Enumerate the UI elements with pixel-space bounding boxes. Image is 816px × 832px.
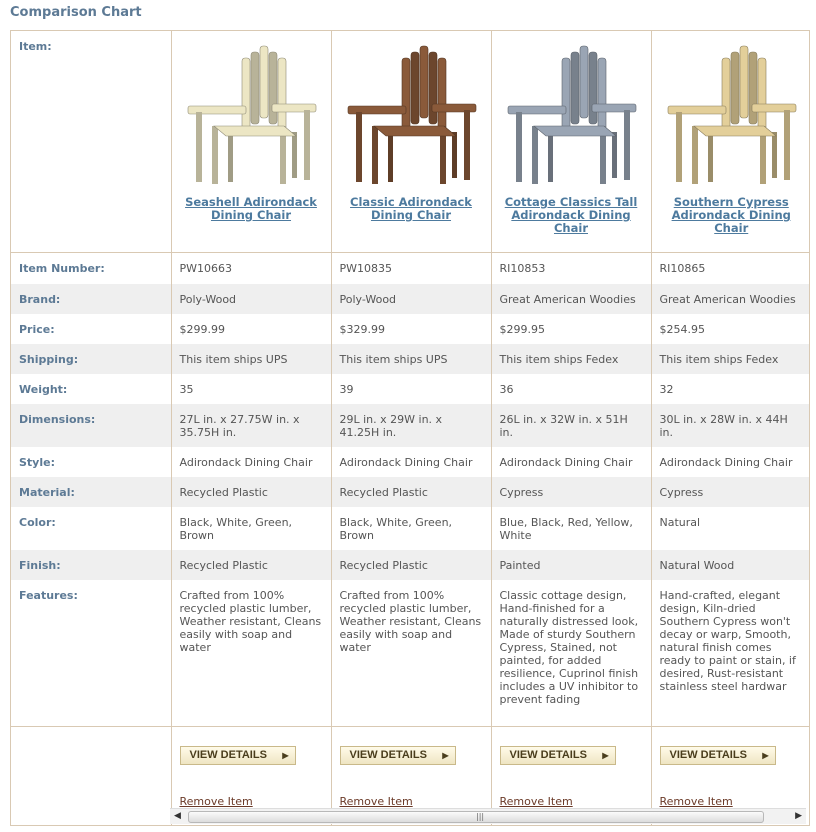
table-row-color [11, 507, 810, 550]
scrollbar-thumb[interactable] [188, 811, 764, 823]
product-name-link[interactable]: Southern Cypress Adirondack Dining Chair [671, 195, 791, 235]
cell-value: 32 [651, 374, 810, 404]
arrow-right-icon: ▶ [442, 751, 449, 760]
cell-value: 30L in. x 28W in. x 44H in. [651, 404, 810, 447]
cell-value: $254.95 [651, 314, 810, 344]
cell-value: Adirondack Dining Chair [331, 447, 491, 477]
cell-value: Cypress [651, 477, 810, 507]
remove-item-link[interactable]: Remove Item [339, 795, 413, 808]
empty-cell [11, 727, 171, 827]
cell-value: 36 [491, 374, 651, 404]
table-row-shipping [11, 344, 810, 374]
cell-value: Hand-crafted, elegant design, Kiln-dried Southern Cypress won't decay or warp, Smooth, natural finish comes ready to paint or stain, if desired, Rust-resistant stainless steel hardwar [651, 580, 810, 727]
cell-value: $329.99 [331, 314, 491, 344]
arrow-right-icon: ▶ [602, 751, 609, 760]
cell-value: Adirondack Dining Chair [491, 447, 651, 477]
row-label: Color: [19, 515, 56, 529]
row-label: Finish: [11, 550, 171, 580]
scroll-left-arrow-icon[interactable]: ◀ [174, 811, 181, 821]
view-details-button[interactable] [340, 746, 456, 765]
view-details-label: VIEW DETAILS [509, 749, 587, 761]
horizontal-scrollbar[interactable] [170, 808, 806, 824]
cell-value: This item ships UPS [171, 344, 331, 374]
cell-value: Blue, Black, Red, Yellow, White [491, 507, 651, 550]
remove-item-link[interactable]: Remove Item [179, 795, 253, 808]
cell-value: Recycled Plastic [331, 550, 491, 580]
page-title: Comparison Chart [10, 5, 142, 20]
product-cell [491, 31, 651, 253]
arrow-right-icon: ▶ [762, 751, 769, 760]
cell-value: This item ships Fedex [491, 344, 651, 374]
grip-icon: ||| [476, 812, 485, 821]
cell-value: 26L in. x 32W in. x 51H in. [491, 404, 651, 447]
cell-value: Black, White, Green, Brown [331, 507, 491, 550]
cell-value: Classic cottage design, Hand-finished for a naturally distressed look, Made of sturdy Southern Cypress, Stained, not painted, for added resilience, Cuprinol finish includes a UV inhibitor to prevent fading [491, 580, 651, 727]
cell-value: This item ships UPS [331, 344, 491, 374]
chair-image[interactable] [504, 40, 639, 188]
cell-value: This item ships Fedex [651, 344, 810, 374]
view-details-button[interactable] [660, 746, 776, 765]
table-row-dimensions [11, 404, 810, 447]
row-label: Dimensions: [11, 404, 171, 447]
product-cell [171, 31, 331, 253]
cell-value: Natural [651, 507, 810, 550]
cell-value: $299.99 [171, 314, 331, 344]
cell-value: RI10853 [491, 253, 651, 284]
row-label: Price: [19, 322, 55, 336]
row-label: Weight: [19, 382, 68, 396]
cell-value: Black, White, Green, Brown [171, 507, 331, 550]
table-row-features [11, 580, 810, 727]
table-row-material [11, 477, 810, 507]
cell-value: 29L in. x 29W in. x 41.25H in. [331, 404, 491, 447]
scroll-right-arrow-icon[interactable]: ▶ [795, 811, 802, 821]
cell-value: 35 [171, 374, 331, 404]
cell-value: PW10835 [331, 253, 491, 284]
row-label: Brand: [11, 284, 171, 314]
cell-value: Painted [491, 550, 651, 580]
remove-item-link[interactable]: Remove Item [499, 795, 573, 808]
chair-image[interactable] [344, 40, 479, 188]
cell-value: Crafted from 100% recycled plastic lumber, Weather resistant, Cleans easily with soap and water [171, 580, 331, 727]
comparison-table-frame [10, 30, 810, 826]
cell-value: Poly-Wood [331, 284, 491, 314]
cell-value: Natural Wood [651, 550, 810, 580]
product-cell [331, 31, 491, 253]
product-name-link[interactable]: Seashell Adirondack Dining Chair [185, 195, 317, 222]
view-details-label: VIEW DETAILS [669, 749, 747, 761]
product-name-link[interactable]: Cottage Classics Tall Adirondack Dining Chair [504, 195, 638, 235]
product-name-link[interactable]: Classic Adirondack Dining Chair [350, 195, 472, 222]
remove-item-link[interactable]: Remove Item [659, 795, 733, 808]
table-row-finish [11, 550, 810, 580]
arrow-right-icon: ▶ [282, 751, 289, 760]
cell-value: Adirondack Dining Chair [651, 447, 810, 477]
table-row-item [11, 31, 810, 253]
row-label: Style: [19, 455, 55, 469]
cell-value: Recycled Plastic [171, 477, 331, 507]
view-details-label: VIEW DETAILS [349, 749, 427, 761]
cell-value: Cypress [491, 477, 651, 507]
cell-value: RI10865 [651, 253, 810, 284]
cell-value: Great American Woodies [651, 284, 810, 314]
cell-value: $299.95 [491, 314, 651, 344]
view-details-label: VIEW DETAILS [189, 749, 267, 761]
row-label: Shipping: [11, 344, 171, 374]
row-label: Item Number: [19, 262, 105, 275]
table-row-item-number [11, 253, 810, 284]
row-label-item: Item: [11, 31, 171, 253]
cell-value: 27L in. x 27.75W in. x 35.75H in. [171, 404, 331, 447]
cell-value: Recycled Plastic [331, 477, 491, 507]
chair-image[interactable] [664, 40, 799, 188]
row-label: Material: [11, 477, 171, 507]
cell-value: Crafted from 100% recycled plastic lumber, Weather resistant, Cleans easily with soap and water [331, 580, 491, 727]
cell-value: Adirondack Dining Chair [171, 447, 331, 477]
table-row-brand [11, 284, 810, 314]
cell-value: 39 [331, 374, 491, 404]
product-cell [651, 31, 810, 253]
cell-value: PW10663 [171, 253, 331, 284]
chair-image[interactable] [184, 40, 319, 188]
cell-value: Recycled Plastic [171, 550, 331, 580]
view-details-button[interactable] [500, 746, 616, 765]
comparison-table [11, 31, 810, 826]
cell-value: Great American Woodies [491, 284, 651, 314]
table-row-price [11, 314, 810, 344]
view-details-button[interactable] [180, 746, 296, 765]
table-row-weight [11, 374, 810, 404]
cell-value: Poly-Wood [171, 284, 331, 314]
table-row-style [11, 447, 810, 477]
row-label: Features: [19, 588, 78, 602]
